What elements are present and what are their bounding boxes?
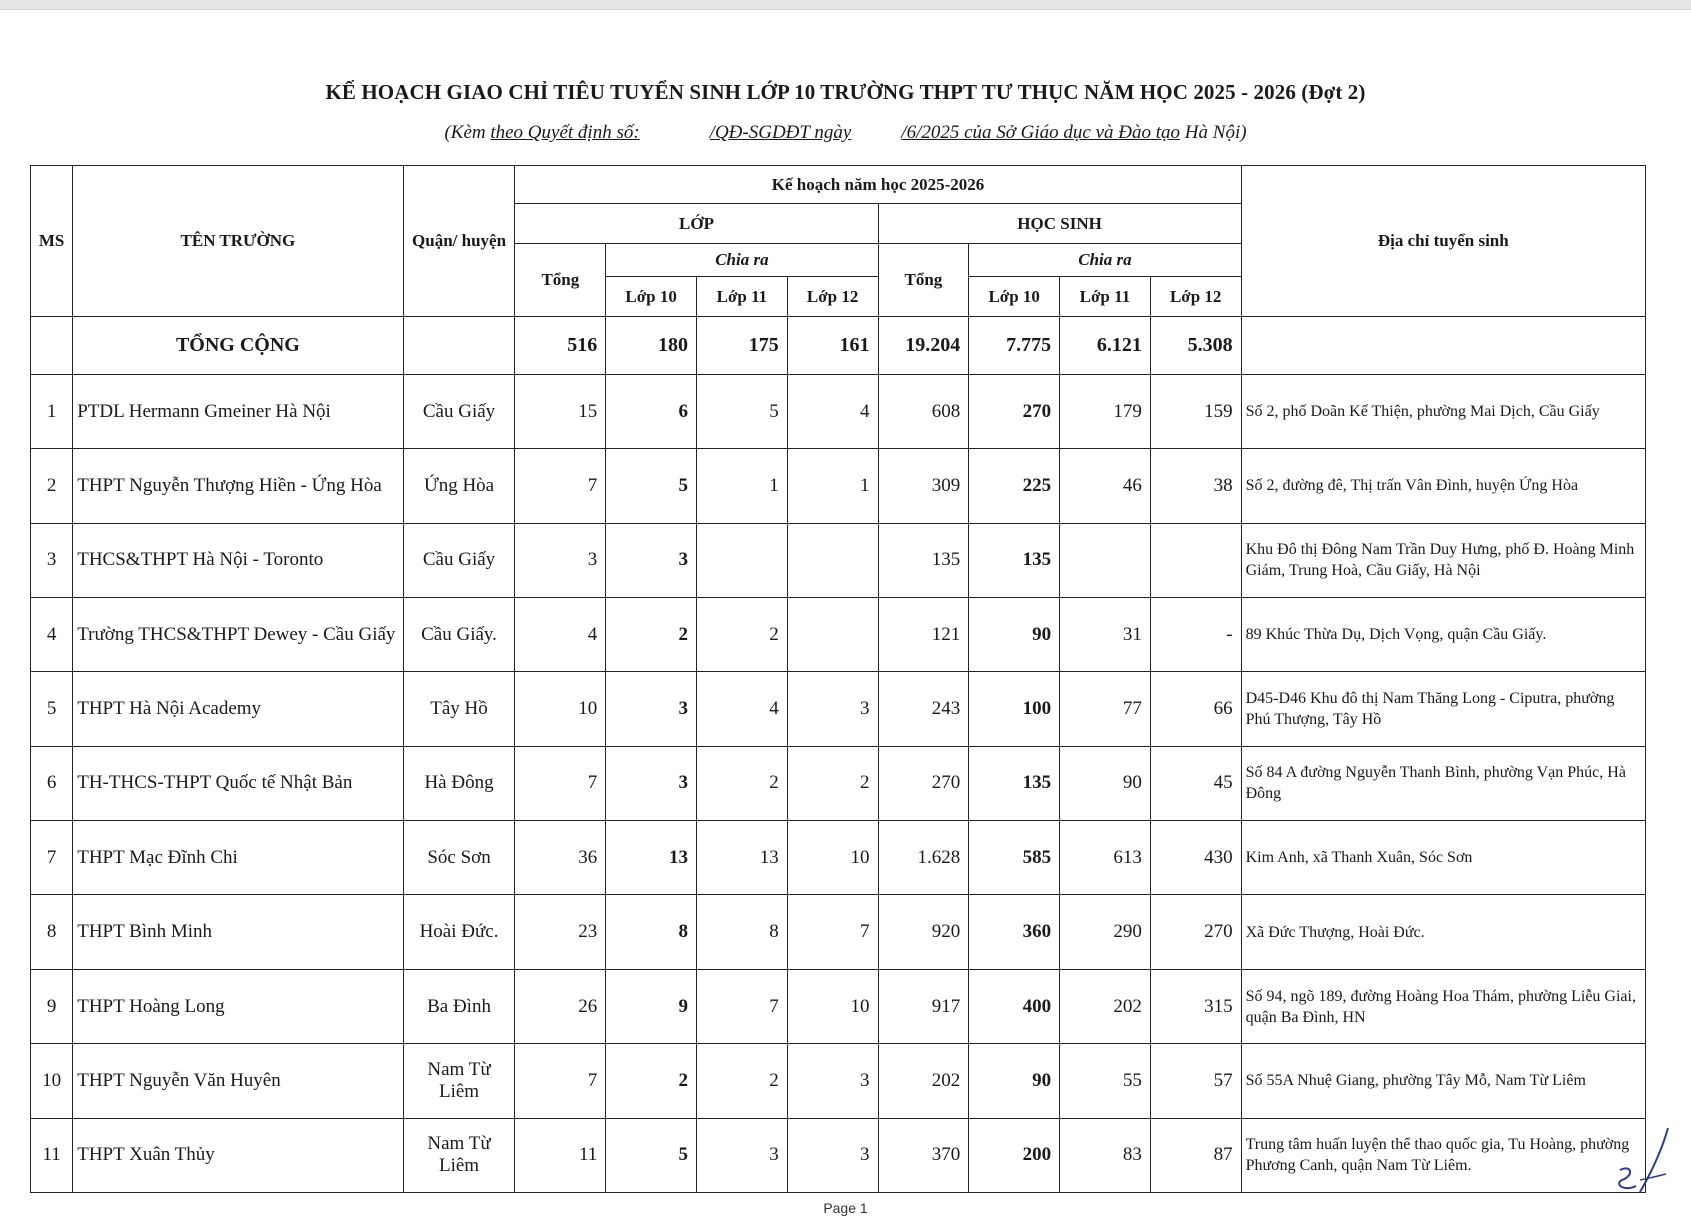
header-school-name: TÊN TRƯỜNG <box>73 166 403 317</box>
cell-ct: 10 <box>515 672 606 746</box>
cell-c10: 2 <box>606 1044 697 1118</box>
handwritten-mark-icon <box>1610 1120 1680 1200</box>
table-row <box>31 597 1646 671</box>
cell-ms: 4 <box>31 597 73 671</box>
cell-c12: 7 <box>787 895 878 969</box>
cell-st: 243 <box>878 672 969 746</box>
document-subtitle <box>0 122 1691 144</box>
header-ms: MS <box>31 166 73 317</box>
cell-district: Cầu Giấy <box>403 374 515 448</box>
header-student-grade11: Lớp 11 <box>1060 277 1151 317</box>
cell-school: THPT Nguyễn Văn Huyên <box>73 1044 403 1118</box>
cell-ms: 9 <box>31 969 73 1043</box>
cell-s12: 87 <box>1150 1118 1241 1192</box>
cell-district: Tây Hồ <box>403 672 515 746</box>
cell-c11: 2 <box>697 1044 788 1118</box>
header-class-grade10: Lớp 10 <box>606 277 697 317</box>
header-class-grade12: Lớp 12 <box>787 277 878 317</box>
cell-district: Nam Từ Liêm <box>403 1118 515 1192</box>
cell-c12: 10 <box>787 969 878 1043</box>
cell-ct: 23 <box>515 895 606 969</box>
cell-c10: 6 <box>606 374 697 448</box>
table-row <box>31 374 1646 448</box>
totals-class-12: 161 <box>787 317 878 375</box>
cell-c10: 3 <box>606 746 697 820</box>
cell-district: Hoài Đức. <box>403 895 515 969</box>
cell-st: 1.628 <box>878 821 969 895</box>
cell-ms: 1 <box>31 374 73 448</box>
cell-c11: 2 <box>697 746 788 820</box>
table-row <box>31 1118 1646 1192</box>
cell-address: Số 84 A đường Nguyễn Thanh Bình, phường Vạn Phúc, Hà Đông <box>1241 746 1645 820</box>
table-row <box>31 1044 1646 1118</box>
cell-s10: 90 <box>969 597 1060 671</box>
page-number: Page 1 <box>823 1200 868 1216</box>
cell-s12: 430 <box>1150 821 1241 895</box>
cell-c12: 1 <box>787 449 878 523</box>
cell-school: THPT Nguyễn Thượng Hiền - Ứng Hòa <box>73 449 403 523</box>
cell-address: Xã Đức Thượng, Hoài Đức. <box>1241 895 1645 969</box>
cell-st: 920 <box>878 895 969 969</box>
cell-s12: 315 <box>1150 969 1241 1043</box>
cell-s12: - <box>1150 597 1241 671</box>
cell-c12: 3 <box>787 672 878 746</box>
header-student-grade12: Lớp 12 <box>1150 277 1241 317</box>
cell-c12: 4 <box>787 374 878 448</box>
cell-c10: 8 <box>606 895 697 969</box>
cell-s12: 270 <box>1150 895 1241 969</box>
header-class-split: Chia ra <box>606 244 878 277</box>
cell-s11: 46 <box>1060 449 1151 523</box>
cell-c10: 13 <box>606 821 697 895</box>
cell-st: 309 <box>878 449 969 523</box>
header-students: HỌC SINH <box>878 204 1241 244</box>
cell-school: THPT Hoàng Long <box>73 969 403 1043</box>
cell-ct: 7 <box>515 746 606 820</box>
header-plan-year: Kế hoạch năm học 2025-2026 <box>515 166 1241 204</box>
cell-ms: 3 <box>31 523 73 597</box>
totals-class-11: 175 <box>697 317 788 375</box>
cell-district: Sóc Sơn <box>403 821 515 895</box>
cell-c11: 3 <box>697 1118 788 1192</box>
table-row <box>31 746 1646 820</box>
subtitle-part-4: /6/2025 của Sở Giáo dục và Đào tạo <box>901 122 1181 143</box>
cell-ct: 11 <box>515 1118 606 1192</box>
cell-c11: 13 <box>697 821 788 895</box>
cell-district: Cầu Giấy. <box>403 597 515 671</box>
document-title: KẾ HOẠCH GIAO CHỈ TIÊU TUYỂN SINH LỚP 10 TRƯỜNG THPT TƯ THỤC NĂM HỌC 2025 - 2026 (Đợt 2) <box>325 80 1366 104</box>
cell-district: Ứng Hòa <box>403 449 515 523</box>
cell-c12: 10 <box>787 821 878 895</box>
cell-s11 <box>1060 523 1151 597</box>
cell-s11: 31 <box>1060 597 1151 671</box>
cell-ct: 36 <box>515 821 606 895</box>
cell-c11: 2 <box>697 597 788 671</box>
subtitle-part-3: /QĐ-SGDĐT ngày <box>709 122 852 143</box>
cell-s12: 38 <box>1150 449 1241 523</box>
cell-st: 135 <box>878 523 969 597</box>
cell-school: PTDL Hermann Gmeiner Hà Nội <box>73 374 403 448</box>
header-class-grade11: Lớp 11 <box>697 277 788 317</box>
cell-district: Cầu Giấy <box>403 523 515 597</box>
subtitle-part-1: (Kèm <box>444 122 491 143</box>
cell-c10: 3 <box>606 523 697 597</box>
header-classes: LỚP <box>515 204 878 244</box>
table-row <box>31 449 1646 523</box>
cell-c11: 5 <box>697 374 788 448</box>
cell-address: Số 55A Nhuệ Giang, phường Tây Mỗ, Nam Từ Liêm <box>1241 1044 1645 1118</box>
cell-s11: 55 <box>1060 1044 1151 1118</box>
cell-school: THCS&THPT Hà Nội - Toronto <box>73 523 403 597</box>
cell-district: Ba Đình <box>403 969 515 1043</box>
cell-s11: 613 <box>1060 821 1151 895</box>
cell-c12: 3 <box>787 1044 878 1118</box>
header-student-total: Tổng <box>878 244 969 317</box>
cell-c12 <box>787 523 878 597</box>
cell-s11: 83 <box>1060 1118 1151 1192</box>
cell-s11: 202 <box>1060 969 1151 1043</box>
cell-ct: 7 <box>515 1044 606 1118</box>
totals-student-10: 7.775 <box>969 317 1060 375</box>
cell-address: Số 2, phố Doãn Kế Thiện, phường Mai Dịch, Cầu Giấy <box>1241 374 1645 448</box>
table-row <box>31 672 1646 746</box>
cell-s10: 270 <box>969 374 1060 448</box>
cell-s11: 290 <box>1060 895 1151 969</box>
subtitle-part-2: theo Quyết định số: <box>490 122 640 143</box>
cell-ms: 10 <box>31 1044 73 1118</box>
cell-address: D45-D46 Khu đô thị Nam Thăng Long - Ciputra, phường Phú Thượng, Tây Hồ <box>1241 672 1645 746</box>
table-row <box>31 523 1646 597</box>
table-row <box>31 821 1646 895</box>
cell-s12: 57 <box>1150 1044 1241 1118</box>
cell-s10: 135 <box>969 746 1060 820</box>
cell-c10: 2 <box>606 597 697 671</box>
cell-school: TH-THCS-THPT Quốc tế Nhật Bản <box>73 746 403 820</box>
cell-school: Trường THCS&THPT Dewey - Cầu Giấy <box>73 597 403 671</box>
cell-c11: 7 <box>697 969 788 1043</box>
cell-ct: 3 <box>515 523 606 597</box>
totals-class-total: 516 <box>515 317 606 375</box>
cell-address: Số 2, đường đê, Thị trấn Vân Đình, huyện Ứng Hòa <box>1241 449 1645 523</box>
cell-ms: 6 <box>31 746 73 820</box>
cell-st: 608 <box>878 374 969 448</box>
cell-st: 917 <box>878 969 969 1043</box>
cell-school: THPT Xuân Thủy <box>73 1118 403 1192</box>
header-class-total: Tổng <box>515 244 606 317</box>
cell-s11: 77 <box>1060 672 1151 746</box>
cell-c11: 8 <box>697 895 788 969</box>
cell-school: THPT Hà Nội Academy <box>73 672 403 746</box>
cell-st: 121 <box>878 597 969 671</box>
cell-s10: 100 <box>969 672 1060 746</box>
cell-ms: 5 <box>31 672 73 746</box>
subtitle-part-5: Hà Nội) <box>1180 122 1247 143</box>
enrollment-plan-table <box>30 165 1646 1193</box>
cell-ct: 7 <box>515 449 606 523</box>
cell-ms: 7 <box>31 821 73 895</box>
cell-c12: 3 <box>787 1118 878 1192</box>
cell-ms: 2 <box>31 449 73 523</box>
cell-c10: 9 <box>606 969 697 1043</box>
cell-s10: 90 <box>969 1044 1060 1118</box>
cell-ms: 11 <box>31 1118 73 1192</box>
cell-s12 <box>1150 523 1241 597</box>
cell-district: Nam Từ Liêm <box>403 1044 515 1118</box>
totals-student-total: 19.204 <box>878 317 969 375</box>
cell-address: 89 Khúc Thừa Dụ, Dịch Vọng, quận Cầu Giấy. <box>1241 597 1645 671</box>
cell-ms: 8 <box>31 895 73 969</box>
totals-student-12: 5.308 <box>1150 317 1241 375</box>
cell-school: THPT Mạc Đĩnh Chi <box>73 821 403 895</box>
cell-c11: 4 <box>697 672 788 746</box>
header-address: Địa chỉ tuyển sinh <box>1241 166 1645 317</box>
header-student-grade10: Lớp 10 <box>969 277 1060 317</box>
cell-st: 270 <box>878 746 969 820</box>
cell-s10: 200 <box>969 1118 1060 1192</box>
cell-st: 202 <box>878 1044 969 1118</box>
cell-ct: 15 <box>515 374 606 448</box>
cell-c12: 2 <box>787 746 878 820</box>
cell-c10: 5 <box>606 449 697 523</box>
table-row <box>31 969 1646 1043</box>
cell-c11 <box>697 523 788 597</box>
cell-s10: 135 <box>969 523 1060 597</box>
cell-s10: 225 <box>969 449 1060 523</box>
cell-c10: 5 <box>606 1118 697 1192</box>
header-student-split: Chia ra <box>969 244 1241 277</box>
cell-address: Kim Anh, xã Thanh Xuân, Sóc Sơn <box>1241 821 1645 895</box>
header-district: Quận/ huyện <box>403 166 515 317</box>
cell-address: Số 94, ngõ 189, đường Hoàng Hoa Thám, phường Liễu Giai, quận Ba Đình, HN <box>1241 969 1645 1043</box>
cell-address: Khu Đô thị Đông Nam Trần Duy Hưng, phố Đ. Hoàng Minh Giám, Trung Hoà, Cầu Giấy, Hà Nội <box>1241 523 1645 597</box>
totals-row <box>31 317 1646 375</box>
viewer-top-bar <box>0 0 1691 10</box>
cell-s11: 90 <box>1060 746 1151 820</box>
cell-s10: 360 <box>969 895 1060 969</box>
cell-ct: 26 <box>515 969 606 1043</box>
cell-s12: 45 <box>1150 746 1241 820</box>
cell-s11: 179 <box>1060 374 1151 448</box>
cell-st: 370 <box>878 1118 969 1192</box>
cell-c11: 1 <box>697 449 788 523</box>
cell-district: Hà Đông <box>403 746 515 820</box>
cell-s10: 400 <box>969 969 1060 1043</box>
cell-address: Trung tâm huấn luyện thể thao quốc gia, Tu Hoàng, phường Phương Canh, quận Nam Từ Liêm. <box>1241 1118 1645 1192</box>
totals-label: TỔNG CỘNG <box>73 317 403 375</box>
table-row <box>31 895 1646 969</box>
cell-s12: 66 <box>1150 672 1241 746</box>
cell-c10: 3 <box>606 672 697 746</box>
cell-s10: 585 <box>969 821 1060 895</box>
totals-student-11: 6.121 <box>1060 317 1151 375</box>
cell-c12 <box>787 597 878 671</box>
cell-ct: 4 <box>515 597 606 671</box>
cell-s12: 159 <box>1150 374 1241 448</box>
totals-class-10: 180 <box>606 317 697 375</box>
cell-school: THPT Bình Minh <box>73 895 403 969</box>
